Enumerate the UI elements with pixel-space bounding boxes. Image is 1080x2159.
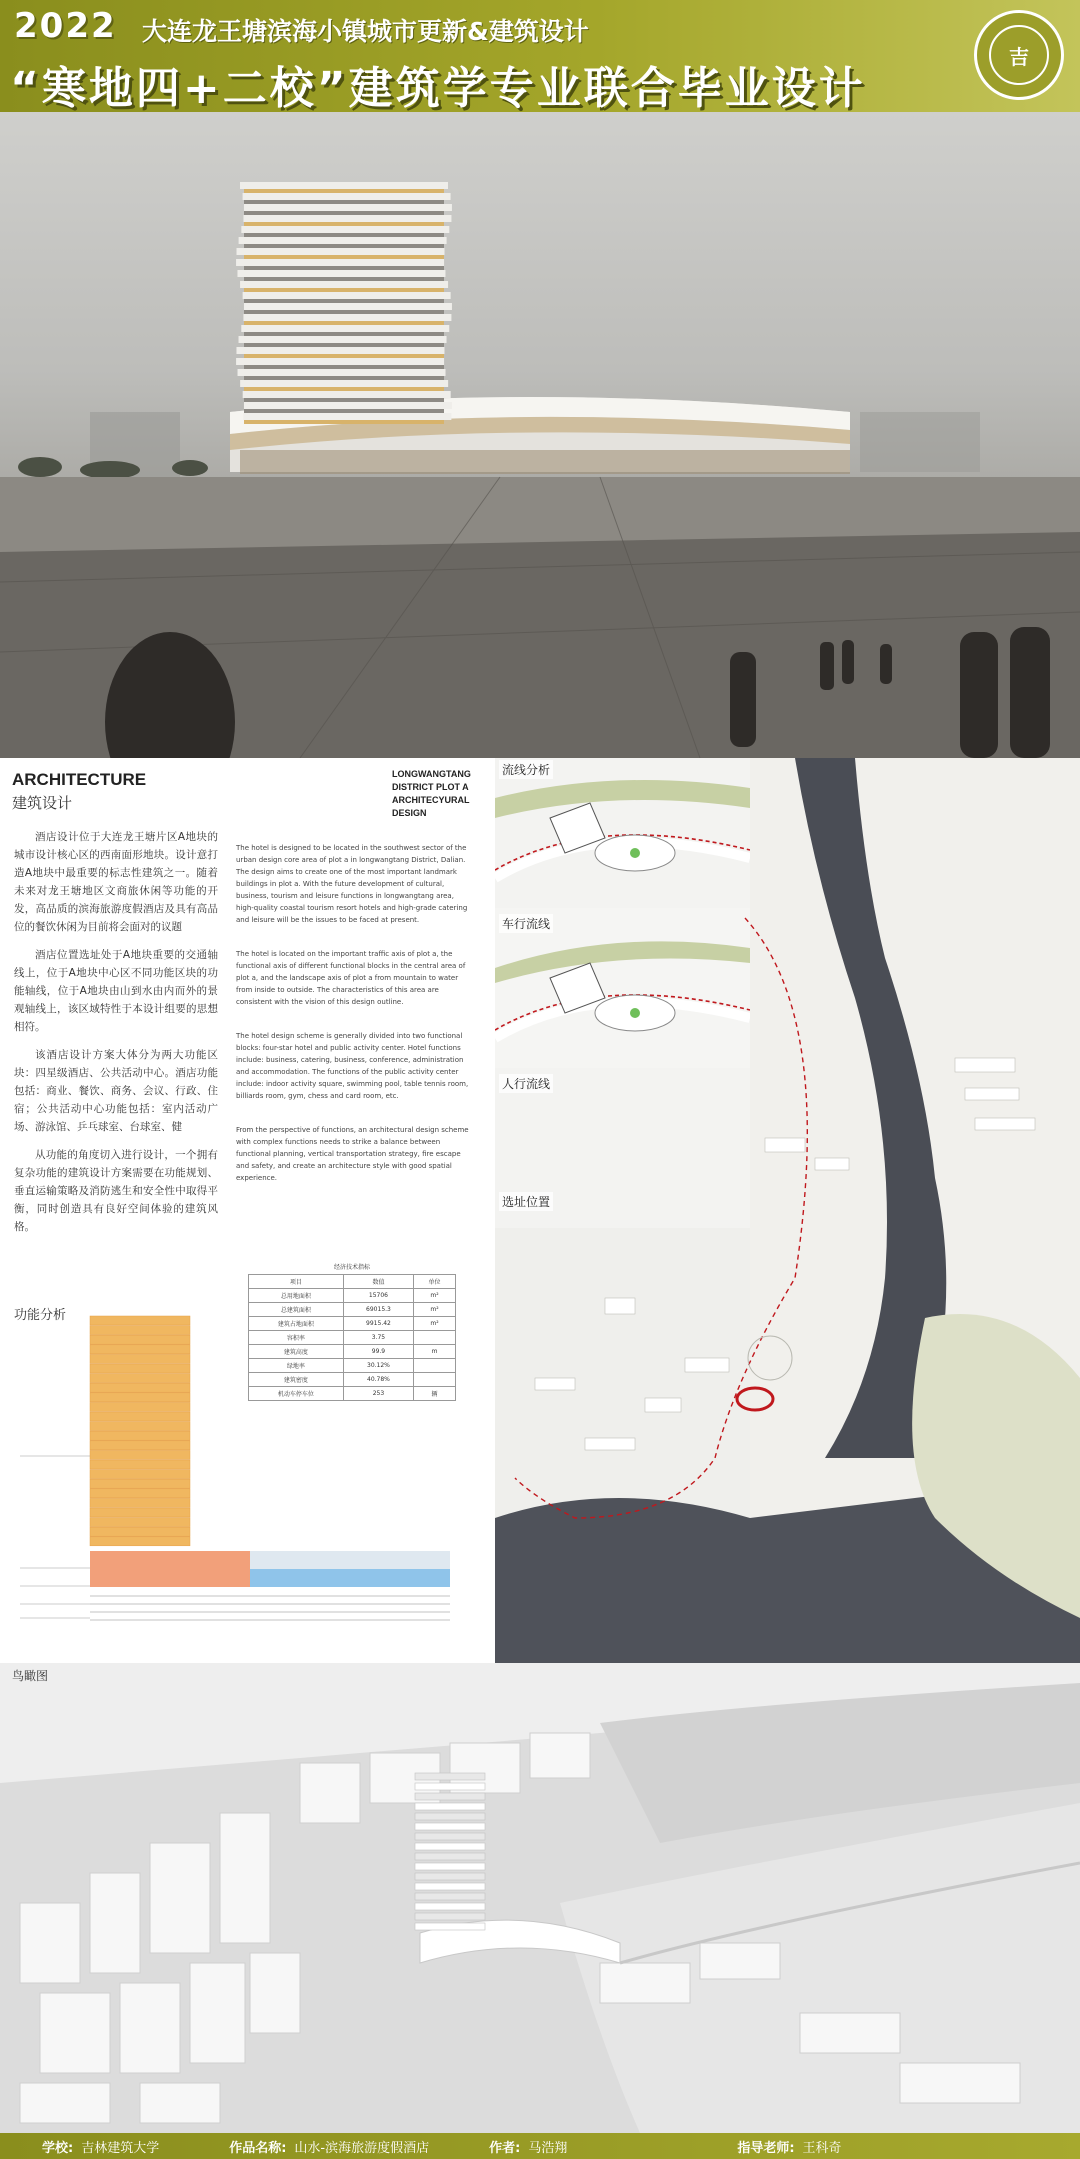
section-heading-en: ARCHITECTURE: [12, 770, 147, 789]
school-label: 学校:: [42, 2140, 74, 2156]
commercial-block: [90, 1551, 250, 1587]
header-title: “寒地四+二校”建筑学专业联合毕业设计: [10, 63, 866, 112]
table-header-cell: 单位: [414, 1275, 456, 1289]
table-cell: 建筑高度: [249, 1345, 344, 1359]
table-caption: 经济技术指标: [333, 1264, 370, 1271]
en-paragraph: From the perspective of functions, an architectural design scheme with complex functions needs to strike a balance between functional planning, vertical transportation strategy, fire escape and safety, and create an architecture style with good spatial experience.: [236, 1126, 469, 1182]
table-cell: 机动车停车位: [249, 1387, 344, 1401]
advisor-name: 王科奇: [802, 2140, 842, 2156]
table-cell: m²: [414, 1317, 456, 1331]
pedestrian-flow-label: 人行流线: [499, 1074, 553, 1093]
hero-rendering: [0, 112, 1080, 758]
author-label: 作者:: [489, 2140, 521, 2156]
site-location-label: 选址位置: [499, 1192, 553, 1211]
table-cell: 9915.42: [343, 1317, 413, 1331]
site-plans-panel: [495, 758, 1080, 1663]
table-cell: 99.9: [343, 1345, 413, 1359]
school-name: 吉林建筑大学: [81, 2140, 160, 2156]
district-label: LONGWANGTANG DISTRICT PLOT A ARCHITECYURAL DESIGN: [392, 769, 471, 818]
english-description: [236, 842, 470, 1206]
chinese-description: [14, 828, 218, 1246]
table-cell: 容积率: [249, 1331, 344, 1345]
header-banner: [0, 0, 1080, 112]
flow-analysis-label: 流线分析: [499, 760, 553, 779]
hotel-render-illustration: [0, 112, 1080, 758]
work-name: 山水-滨海旅游度假酒店: [294, 2140, 430, 2156]
table-cell: 3.75: [343, 1331, 413, 1345]
aerial-view-title: 鸟瞰图: [12, 1669, 49, 1683]
cn-paragraph: 从功能的角度切入进行设计，一个拥有复杂功能的建筑设计方案需要在功能规划、垂直运输策略及消防逃生和安全性中取得平衡，同时创造具有良好空间体验的建筑风格。: [14, 1149, 218, 1233]
year-label: 2022: [14, 6, 117, 46]
table-cell: 建筑密度: [249, 1373, 344, 1387]
en-paragraph: The hotel is designed to be located in the southwest sector of the urban design core area of plot a in longwangtang District, Dalian. The design aims to create one of the most important landmark buildings in plot a. With the future development of cultural, business, tourism and leisure functions in longwangtang area, high-quality coastal tourism resort hotels and high-grade catering and leisure will be the issues to be faced at present.: [236, 844, 468, 924]
footer-bar: [0, 2133, 1080, 2159]
table-header-row: [249, 1275, 456, 1289]
pool-block: [250, 1569, 450, 1587]
design-description-panel: [0, 758, 495, 1663]
cn-paragraph: 酒店设计位于大连龙王塘片区A地块的城市设计核心区的西南面形地块。设计意打造A地块中最重要的标志性建筑之一。随着未来对龙王塘地区文商旅休闲等功能的开发，高品质的滨海旅游度假酒店及具有高品位的餐饮休闲为目前将会面对的议题: [14, 831, 218, 933]
table-cell: 建筑占地面积: [249, 1317, 344, 1331]
function-analysis-title: 功能分析: [14, 1308, 67, 1323]
site-plan-drawings: [495, 758, 1080, 1663]
table-cell: 40.78%: [343, 1373, 413, 1387]
cn-paragraph: 该酒店设计方案大体分为两大功能区块：四星级酒店、公共活动中心。酒店功能包括：商业、餐饮、商务、会议、行政、住宿；公共活动中心功能包括：室内活动广场、游泳馆、乒乓球室、台球室、健: [14, 1049, 218, 1133]
table-row: [249, 1289, 456, 1303]
university-logo: 吉: [974, 10, 1064, 100]
table-header-cell: 数值: [343, 1275, 413, 1289]
en-paragraph: The hotel design scheme is generally divided into two functional blocks: four-star hotel and public activity center. Hotel functions include: business, catering, business, conference, administration and accommodation. The functions of the public activity center include: indoor activity square, swimming pool, table tennis room, billiards room, gym, chess and card room, etc.: [236, 1032, 469, 1100]
table-cell: 辆: [414, 1387, 456, 1401]
table-cell: 15706: [343, 1289, 413, 1303]
table-cell: 总用地面积: [249, 1289, 344, 1303]
work-label: 作品名称:: [229, 2140, 287, 2156]
vehicle-flow-label: 车行流线: [499, 914, 553, 933]
section-heading-cn: 建筑设计: [12, 794, 73, 812]
advisor-label: 指导老师:: [737, 2140, 795, 2156]
cn-paragraph: 酒店位置选址处于A地块重要的交通轴线上，位于A地块中心区不同功能区块的功能轴线，位于A地块由山到水由内而外的景观轴线上，该区域特性于本设计组要的思想相符。: [14, 949, 218, 1033]
table-cell: 253: [343, 1387, 413, 1401]
aerial-view: [0, 1663, 1080, 2133]
table-cell: m: [414, 1345, 456, 1359]
upper-podium-block: [250, 1551, 450, 1569]
table-cell: 30.12%: [343, 1359, 413, 1373]
aerial-model-illustration: [0, 1663, 1080, 2133]
en-paragraph: The hotel is located on the important traffic axis of plot a, the functional axis of different functional blocks in the central area of plot a, and the landscape axis of plot a from mountain to water from inside to outside. The characteristics of this area are consistent with the vision of this design outline.: [236, 950, 466, 1006]
table-cell: 69015.3: [343, 1303, 413, 1317]
table-header-cell: 项目: [249, 1275, 344, 1289]
table-cell: m²: [414, 1303, 456, 1317]
table-cell: 总建筑面积: [249, 1303, 344, 1317]
author-name: 马浩翔: [528, 2140, 568, 2156]
table-cell: 绿地率: [249, 1359, 344, 1373]
header-subtitle: 大连龙王塘滨海小镇城市更新&建筑设计: [142, 17, 589, 46]
function-analysis-diagram: [20, 1306, 470, 1646]
table-cell: m²: [414, 1289, 456, 1303]
